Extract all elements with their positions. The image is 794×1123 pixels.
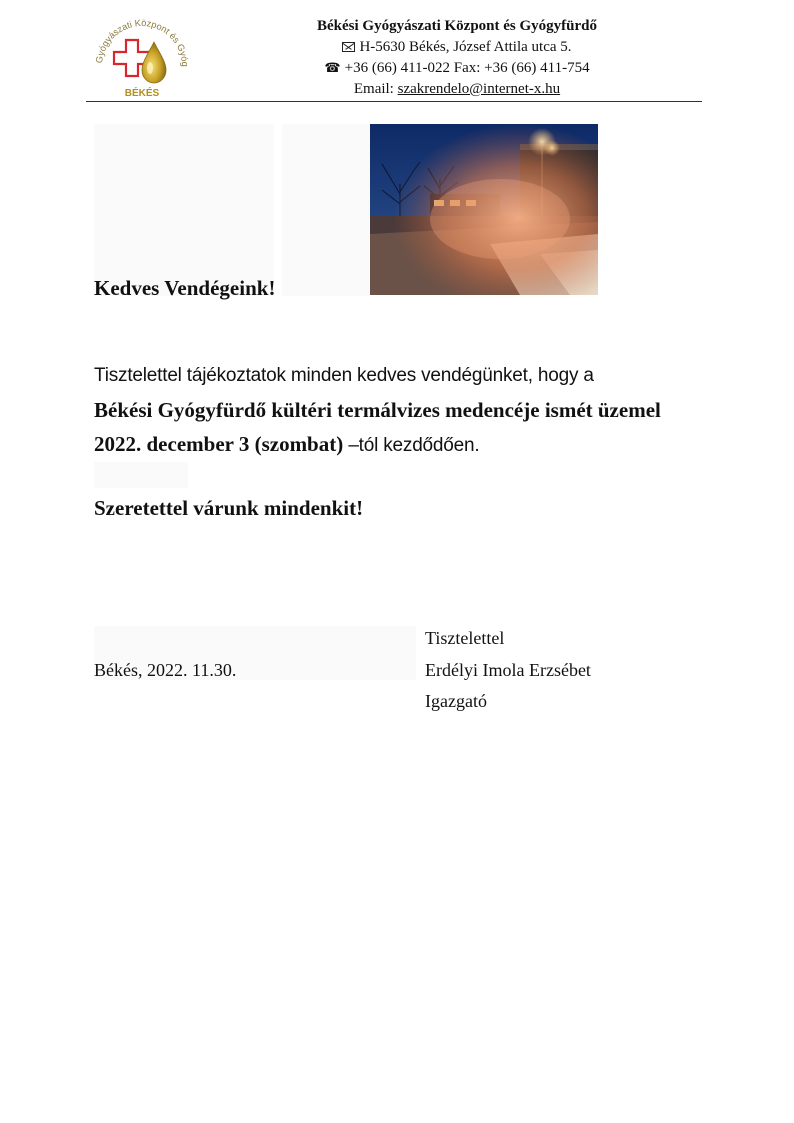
announcement-paragraph — [94, 357, 714, 463]
signature-salutation: Tisztelettel — [425, 628, 505, 648]
signatory-title: Igazgató — [425, 691, 487, 711]
greeting: Kedves Vendégeink! — [94, 276, 276, 300]
phone-line — [210, 58, 704, 79]
logo-graphic — [92, 14, 192, 100]
announcement-bold: Békési Gyógyfürdő kültéri termálvizes medencéje ismét üzemel 2022. december 3 — [94, 398, 661, 456]
signatory-name: Erdélyi Imola Erzsébet — [425, 660, 591, 680]
pool-night-image — [370, 124, 598, 295]
envelope-icon — [342, 42, 355, 52]
outdoor-pool-photo — [370, 124, 598, 295]
letterhead — [210, 16, 704, 100]
tail-text: –tól kezdődően. — [343, 435, 480, 456]
logo-arc-text: Gyógyászati Központ és Gyóg — [94, 17, 191, 68]
email-line — [210, 79, 704, 100]
address-line — [210, 37, 704, 58]
closing-line: Szeretettel várunk mindenkit! — [94, 496, 364, 520]
logo-city: BÉKÉS — [124, 88, 160, 99]
phone-numbers: +36 (66) 411-022 Fax: +36 (66) 411-754 — [344, 60, 590, 76]
blank-area-left — [94, 124, 274, 296]
organization-name: Békési Gyógyászati Központ és Gyógyfürdő — [317, 18, 597, 34]
header-divider — [86, 101, 702, 102]
place-and-date: Békés, 2022. 11.30. — [94, 660, 237, 680]
day-of-week: (szombat) — [254, 432, 344, 456]
telephone-icon: ☎ — [324, 61, 341, 76]
email-label: Email: — [353, 81, 394, 97]
blank-area-middle — [282, 124, 370, 296]
blank-area-gap — [94, 462, 188, 488]
intro-text: Tisztelettel tájékoztatok minden kedves vendégünket, hogy a — [94, 365, 594, 386]
company-logo — [92, 14, 192, 100]
email-link[interactable]: szakrendelo@internet-x.hu — [397, 81, 561, 97]
address: H-5630 Békés, József Attila utca 5. — [359, 39, 572, 55]
golden-drop-icon — [142, 42, 166, 83]
